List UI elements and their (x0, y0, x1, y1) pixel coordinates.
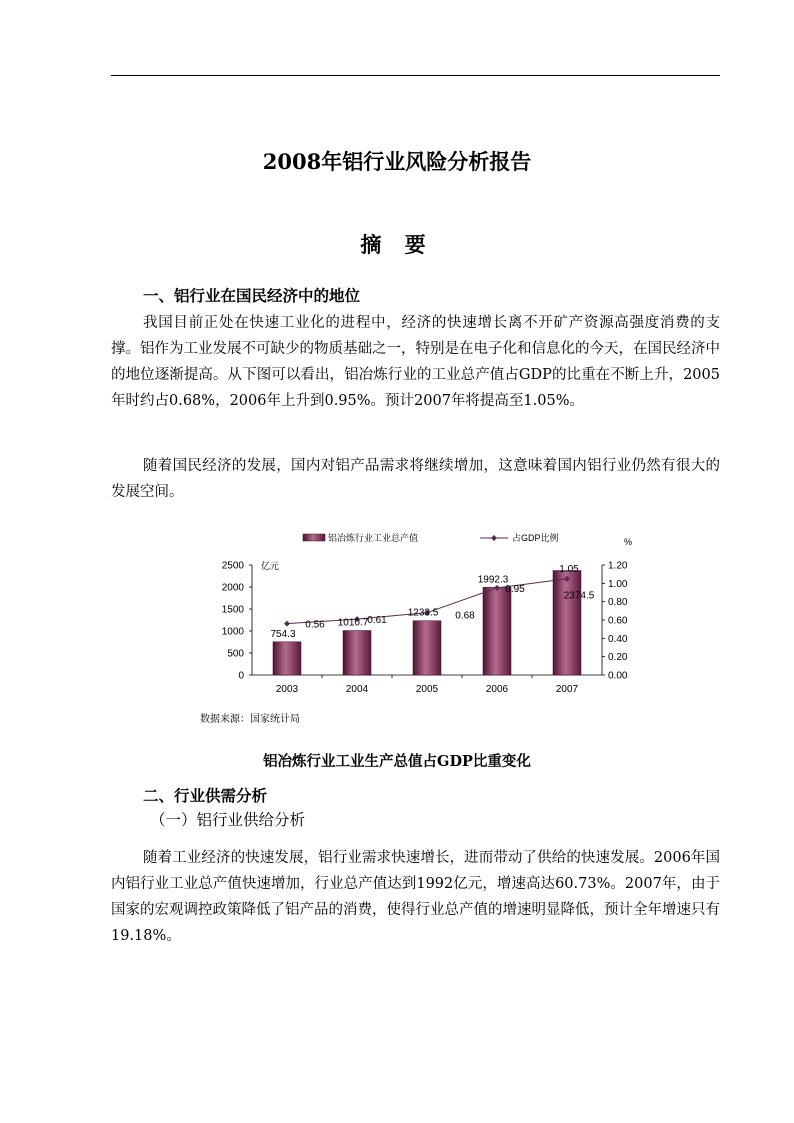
y-right-unit: % (624, 537, 633, 547)
report-title: 2008年铝行业风险分析报告 (262, 149, 532, 174)
bar (413, 621, 441, 675)
section1-paragraph-2: 随着国民经济的发展，国内对铝产品需求将继续增加，这意味着国内铝行业仍然有很大的发展空间。 (111, 458, 720, 500)
section2-subheading: （一）铝行业供给分析 (150, 811, 306, 829)
bar-value-label: 1992.3 (477, 574, 509, 586)
section2-heading: 二、行业供需分析 (143, 786, 268, 805)
bar (483, 587, 511, 675)
y-left-tick-label: 1000 (221, 626, 244, 638)
y-right-tick-label: 0.80 (608, 597, 628, 609)
gdp-share-chart (200, 525, 640, 707)
legend-line-label: 占GDP比例 (512, 533, 559, 543)
legend-bar-label: 铝冶炼行业工业总产值 (328, 533, 419, 543)
section1-paragraph-1: 我国目前正处在快速工业化的进程中，经济的快速增长离不开矿产资源高强度消费的支撑。铝作为工业发展不可缺少的物质基础之一，特别是在电子化和信息化的今天，在国民经济中的地位逐渐提高。从下图可以看出，铝冶炼行业的工业总产值占GDP的比重在不断上升，2005年时约占0.68%，2006年上升到0.95%。预计2007年将提高至1.05%。 (111, 315, 720, 409)
line-value-label: 0.61 (367, 615, 387, 627)
y-right-tick-label: 0.20 (608, 652, 628, 664)
legend-line-marker (491, 535, 497, 541)
y-left-tick-label: 2500 (221, 560, 244, 572)
bar (553, 571, 581, 675)
header-rule (111, 75, 720, 76)
chart-source: 数据来源：国家统计局 (200, 714, 300, 725)
chart-caption: 铝冶炼行业工业生产总值占GDP比重变化 (263, 753, 531, 770)
bar-value-label: 1233.5 (407, 607, 439, 619)
y-right-tick-label: 1.20 (608, 560, 628, 572)
section1-heading: 一、铝行业在国民经济中的地位 (143, 286, 361, 305)
y-left-tick-label: 0 (238, 670, 244, 682)
section2-paragraph-1: 随着工业经济的快速发展，铝行业需求快速增长，进而带动了供给的快速发展。2006年国内铝行业工业总产值快速增加，行业总产值达到1992亿元，增速高达60.73%。2007年，由于国家的宏观调控政策降低了铝产品的消费，使得行业总产值的增速明显降低，预计全年增速只有19.18%。 (111, 850, 720, 944)
x-tick-label: 2005 (415, 684, 439, 695)
bar (273, 642, 301, 675)
y-left-unit: 亿元 (261, 561, 280, 571)
x-tick-label: 2006 (485, 684, 509, 695)
chart-legend (303, 532, 559, 543)
y-right-tick-label: 1.00 (608, 578, 628, 590)
line-value-label: 1.05 (559, 563, 579, 575)
y-right-tick-label: 0.60 (608, 615, 628, 627)
abstract-heading: 摘 要 (360, 232, 434, 257)
line-value-label: 0.56 (305, 619, 325, 631)
bar-value-label: 1010.7 (337, 617, 369, 629)
x-tick-label: 2004 (345, 684, 369, 695)
line-value-label: 0.68 (455, 610, 475, 622)
chart-line (284, 576, 570, 627)
x-tick-label: 2003 (275, 684, 299, 695)
bar (343, 631, 371, 675)
line-value-label: 0.95 (505, 583, 525, 595)
bar-value-label: 2374.5 (563, 590, 595, 602)
legend-bar-swatch (303, 534, 325, 541)
y-left-tick-label: 500 (227, 648, 244, 660)
y-right-tick-label: 0.00 (608, 670, 628, 682)
bar-value-label: 754.3 (270, 628, 296, 640)
x-tick-label: 2007 (555, 684, 579, 695)
y-right-tick-label: 0.40 (608, 633, 628, 645)
y-left-tick-label: 2000 (221, 582, 244, 594)
gdp-share-point (284, 621, 290, 627)
y-left-tick-label: 1500 (221, 604, 244, 616)
